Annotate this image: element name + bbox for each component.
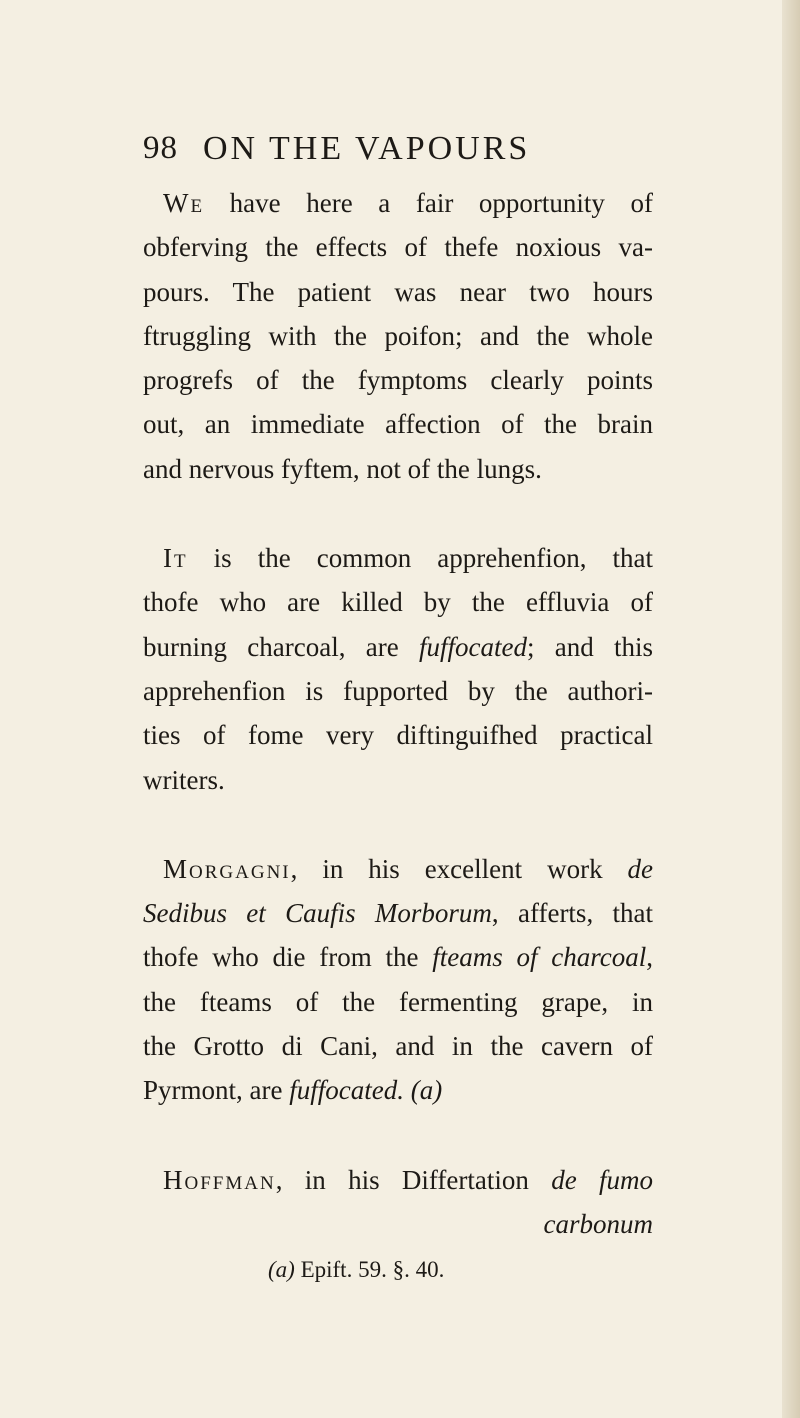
text-line: ftruggling with the poifon; and the whole — [143, 320, 653, 351]
text-line: the Grotto di Cani, and in the cavern of — [143, 1031, 653, 1062]
footnote-text: Epift. 59. §. 40. — [300, 1257, 445, 1282]
text-line: thofe who are killed by the effluvia of — [143, 587, 653, 618]
text-line: thofe who die from the fteams of charcoal, — [143, 942, 653, 973]
text-line: We have here a fair opportunity of — [163, 188, 653, 218]
footnote-mark: (a) — [268, 1257, 295, 1282]
running-head: ON THE VAPOURS — [203, 130, 531, 167]
drop-word: Morgagni — [163, 853, 291, 884]
footnote — [268, 1253, 628, 1287]
page-number: 98 — [143, 130, 178, 166]
text-line: Hoffman, in his Differtation de fumo — [163, 1164, 654, 1195]
text-line: Pyrmont, are fuffocated. (a) — [143, 1075, 443, 1106]
page-edge — [782, 0, 800, 1418]
text-line: Sedibus et Caufis Morborum, afferts, that — [143, 898, 653, 929]
text-line: It is the common apprehenfion, that — [163, 543, 653, 574]
text-line: burning charcoal, are fuffocated; and this — [143, 631, 653, 662]
drop-word: We — [163, 188, 205, 218]
paragraph-3 — [143, 847, 653, 1113]
text-line: pours. The patient was near two hours — [143, 276, 653, 307]
text-line: out, an immediate affection of the brain — [143, 409, 653, 440]
paragraph-1 — [143, 181, 653, 491]
paragraph-4 — [143, 1158, 653, 1202]
drop-word: Hoffman — [163, 1164, 276, 1195]
page-header — [143, 130, 703, 174]
body-text — [143, 181, 653, 1246]
text-line: obferving the effects of thefe noxious va- — [143, 232, 653, 263]
drop-word: It — [163, 543, 188, 574]
text-line: and nervous fyftem, not of the lungs. — [143, 453, 542, 484]
text-line: apprehenfion is fupported by the authori- — [143, 675, 653, 706]
catchword: carbonum — [543, 1208, 653, 1239]
text-line: progrefs of the fymptoms clearly points — [143, 365, 653, 396]
text-line: writers. — [143, 764, 225, 795]
text-line: Morgagni, in his excellent work de — [163, 853, 653, 884]
paragraph-2 — [143, 536, 653, 802]
text-line: ties of fome very diftinguifhed practical — [143, 720, 653, 751]
text-line: the fteams of the fermenting grape, in — [143, 986, 653, 1017]
